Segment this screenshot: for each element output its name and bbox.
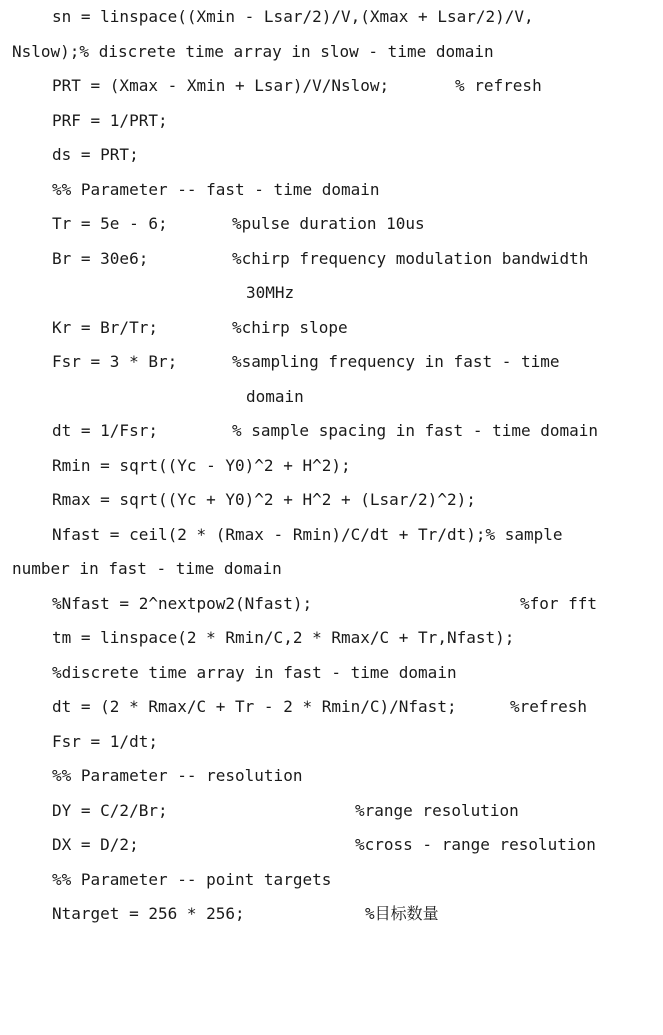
code-line bbox=[0, 690, 588, 725]
code-line bbox=[0, 69, 542, 104]
code-line bbox=[0, 483, 476, 518]
code-text: DY = C/2/Br; bbox=[52, 800, 168, 820]
code-line bbox=[0, 621, 515, 656]
code-text: dt = 1/Fsr; bbox=[52, 421, 158, 440]
code-line bbox=[0, 380, 304, 415]
code-text: Tr = 5e - 6; bbox=[52, 214, 168, 233]
code-comment: %chirp slope bbox=[232, 317, 348, 337]
code-comment: % sample spacing in fast - time domain bbox=[232, 421, 599, 440]
code-text: Ntarget = 256 * 256; bbox=[52, 904, 245, 923]
code-line bbox=[0, 518, 563, 553]
section-comment: %% Parameter -- resolution bbox=[52, 766, 303, 785]
code-text: dt = (2 * Rmax/C + Tr - 2 * Rmin/C)/Nfast; bbox=[52, 697, 457, 716]
code-line bbox=[0, 449, 351, 484]
code-line bbox=[0, 311, 348, 346]
code-line bbox=[0, 587, 598, 622]
code-comment: domain bbox=[246, 386, 304, 406]
code-text: Nfast = ceil(2 * (Rmax - Rmin)/C/dt + Tr/dt);% sample bbox=[52, 524, 563, 544]
code-line bbox=[0, 173, 380, 208]
code-line bbox=[0, 828, 596, 863]
code-line bbox=[0, 863, 332, 898]
code-text: Br = 30e6; bbox=[52, 248, 149, 268]
code-text: %Nfast = 2^nextpow2(Nfast); bbox=[52, 593, 313, 613]
code-line bbox=[0, 138, 139, 173]
code-comment: %pulse duration 10us bbox=[232, 214, 425, 233]
code-text: Rmax = sqrt((Yc + Y0)^2 + H^2 + (Lsar/2)^2); bbox=[52, 490, 476, 509]
code-comment: %refresh bbox=[510, 697, 588, 716]
code-line bbox=[0, 759, 303, 794]
code-text: sn = linspace((Xmin - Lsar/2)/V,(Xmax + Lsar/2)/V, bbox=[52, 7, 534, 26]
code-comment: %chirp frequency modulation bandwidth bbox=[232, 248, 589, 268]
code-comment: %sampling frequency in fast - time bbox=[232, 352, 560, 371]
code-text: PRF = 1/PRT; bbox=[52, 110, 168, 130]
code-text: Nslow);% discrete time array in slow - time domain bbox=[12, 41, 494, 61]
code-text: Rmin = sqrt((Yc - Y0)^2 + H^2); bbox=[52, 455, 351, 475]
code-comment: %discrete time array in fast - time domain bbox=[52, 662, 457, 682]
code-line bbox=[0, 897, 439, 932]
code-comment: %目标数量 bbox=[365, 904, 439, 923]
code-text: Kr = Br/Tr; bbox=[52, 317, 158, 337]
code-text: DX = D/2; bbox=[52, 835, 139, 854]
code-comment: % refresh bbox=[455, 76, 542, 95]
section-comment: %% Parameter -- point targets bbox=[52, 869, 332, 889]
code-comment: %cross - range resolution bbox=[355, 835, 596, 854]
code-line bbox=[0, 207, 425, 242]
code-line bbox=[0, 794, 519, 829]
code-line bbox=[0, 656, 457, 691]
code-text: PRT = (Xmax - Xmin + Lsar)/V/Nslow; bbox=[52, 76, 390, 95]
section-comment: %% Parameter -- fast - time domain bbox=[52, 179, 380, 199]
code-comment: %for fft bbox=[520, 593, 598, 613]
code-line bbox=[0, 414, 599, 449]
code-line bbox=[0, 552, 282, 587]
code-comment: %range resolution bbox=[355, 800, 519, 820]
code-line bbox=[0, 35, 494, 70]
code-text: ds = PRT; bbox=[52, 145, 139, 164]
code-line bbox=[0, 725, 158, 760]
code-text: Fsr = 3 * Br; bbox=[52, 352, 178, 371]
code-line bbox=[0, 104, 168, 139]
code-line bbox=[0, 242, 589, 277]
code-line bbox=[0, 345, 560, 380]
code-text: Fsr = 1/dt; bbox=[52, 731, 158, 751]
code-text: number in fast - time domain bbox=[12, 559, 282, 578]
code-comment: 30MHz bbox=[246, 283, 295, 302]
code-line bbox=[0, 0, 534, 35]
code-line bbox=[0, 276, 295, 311]
code-text: tm = linspace(2 * Rmin/C,2 * Rmax/C + Tr,Nfast); bbox=[52, 628, 515, 647]
